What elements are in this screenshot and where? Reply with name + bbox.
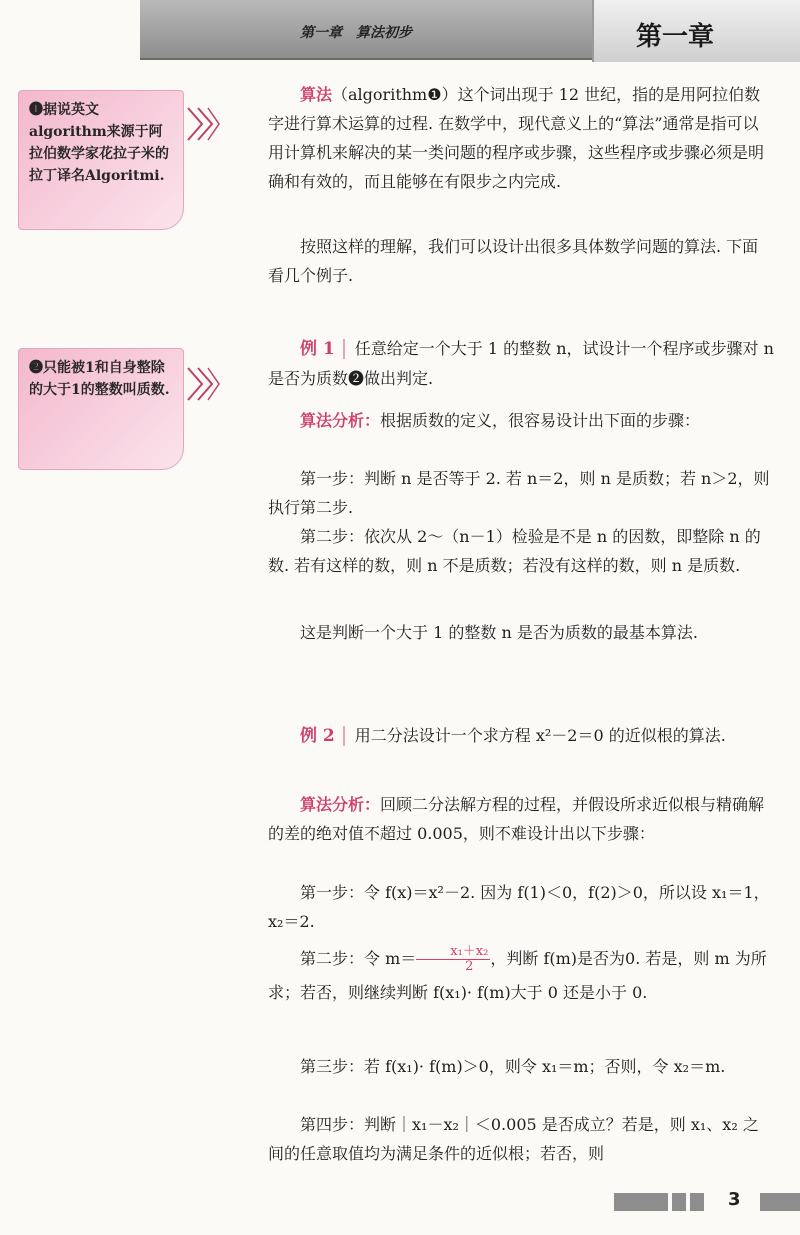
chapter-running-title: 第一章 算法初步 bbox=[300, 25, 412, 41]
footer-bar-1 bbox=[614, 1193, 668, 1211]
sidenote-1 bbox=[18, 90, 184, 230]
example-2-statement bbox=[268, 716, 774, 756]
example-2-analysis-label: 算法分析： bbox=[300, 795, 381, 814]
example-2-step-1: 第一步：令 f(x)＝x²－2. 因为 f(1)＜0，f(2)＞0，所以设 x₁＝1，x₂＝2. bbox=[268, 883, 770, 931]
example-2-step-4: 第四步：判断｜x₁－x₂｜＜0.005 是否成立？若是，则 x₁、x₂ 之间的任意取值均为满足条件的近似根；若否，则 bbox=[268, 1115, 759, 1163]
example-1-analysis-text: 根据质数的定义，很容易设计出下面的步骤： bbox=[380, 411, 701, 430]
sidenote-2 bbox=[18, 348, 184, 470]
sidenote-1-arrow-icon bbox=[186, 104, 220, 144]
example-1-label: 例 1 bbox=[300, 339, 345, 359]
example-1-step-2: 第二步：依次从 2～（n－1）检验是不是 n 的因数，即整除 n 的数. 若有这样的数，则 n 不是质数；若没有这样的数，则 n 是质数. bbox=[268, 527, 761, 575]
example-2-analysis bbox=[268, 790, 774, 848]
intro-paragraph-2: 按照这样的理解，我们可以设计出很多具体数学问题的算法. 下面看几个例子. bbox=[268, 237, 759, 285]
chapter-tab-label: 第一章 bbox=[636, 22, 715, 52]
example-1-step-1: 第一步：判断 n 是否等于 2. 若 n＝2，则 n 是质数；若 n＞2，则执行第二步. bbox=[268, 469, 770, 517]
fraction-denominator: 2 bbox=[465, 959, 474, 974]
example-2-statement-text: 用二分法设计一个求方程 x²－2＝0 的近似根的算法. bbox=[354, 726, 726, 745]
fraction-numerator: x₁＋x₂ bbox=[416, 945, 490, 960]
example-2-step-2-text-b: ，判断 f(m)是否为0. 若是，则 m 为所求；若否，则继续判断 f(x₁)· f(m)大于 0 还是小于 0. bbox=[268, 949, 767, 1002]
page-number: 3 bbox=[728, 1189, 741, 1210]
sidenote-2-arrow-icon bbox=[186, 364, 220, 404]
term-algorithm: 算法 bbox=[300, 85, 333, 104]
footer-bar-2 bbox=[672, 1193, 686, 1211]
example-2-step-2-text-a: 第二步：令 m＝ bbox=[300, 949, 417, 968]
example-1-statement bbox=[268, 334, 774, 393]
example-1-statement-text: 任意给定一个大于 1 的整数 n，试设计一个程序或步骤对 n 是否为质数❷做出判定. bbox=[268, 339, 774, 388]
example-2-step-3: 第三步：若 f(x₁)· f(m)＞0，则令 x₁＝m；否则，令 x₂＝m. bbox=[300, 1057, 726, 1076]
example-1-conclusion: 这是判断一个大于 1 的整数 n 是否为质数的最基本算法. bbox=[300, 623, 698, 642]
example-1-analysis bbox=[268, 406, 774, 435]
footer-bar-4 bbox=[760, 1193, 800, 1211]
example-2-analysis-text: 回顾二分法解方程的过程，并假设所求近似根与精确解的差的绝对值不超过 0.005，则不难设计出以下步骤： bbox=[268, 795, 765, 843]
footer-bar-3 bbox=[690, 1193, 704, 1211]
chapter-tab bbox=[592, 0, 800, 62]
chapter-header-band bbox=[140, 0, 800, 60]
intro-paragraph-1 bbox=[268, 80, 774, 196]
fraction-midpoint bbox=[416, 945, 490, 974]
example-1-analysis-label: 算法分析： bbox=[300, 411, 381, 430]
example-2-label: 例 2 bbox=[300, 726, 345, 746]
example-2-step-2 bbox=[268, 942, 774, 1010]
sidenote-1-text: ❶据说英文algorithm来源于阿拉伯数学家花拉子米的拉丁译名Algoritmi. bbox=[29, 102, 169, 184]
intro-paragraph-1-text: （algorithm❶）这个词出现于 12 世纪，指的是用阿拉伯数字进行算术运算的过程. 在数学中，现代意义上的“算法”通常是指可以用计算机来解决的某一类问题的程序或步骤，这些程序或步骤必须是明确和有效的，而且能够在有限步之内完成. bbox=[268, 85, 765, 191]
sidenote-2-text: ❷只能被1和自身整除的大于1的整数叫质数. bbox=[29, 360, 170, 398]
